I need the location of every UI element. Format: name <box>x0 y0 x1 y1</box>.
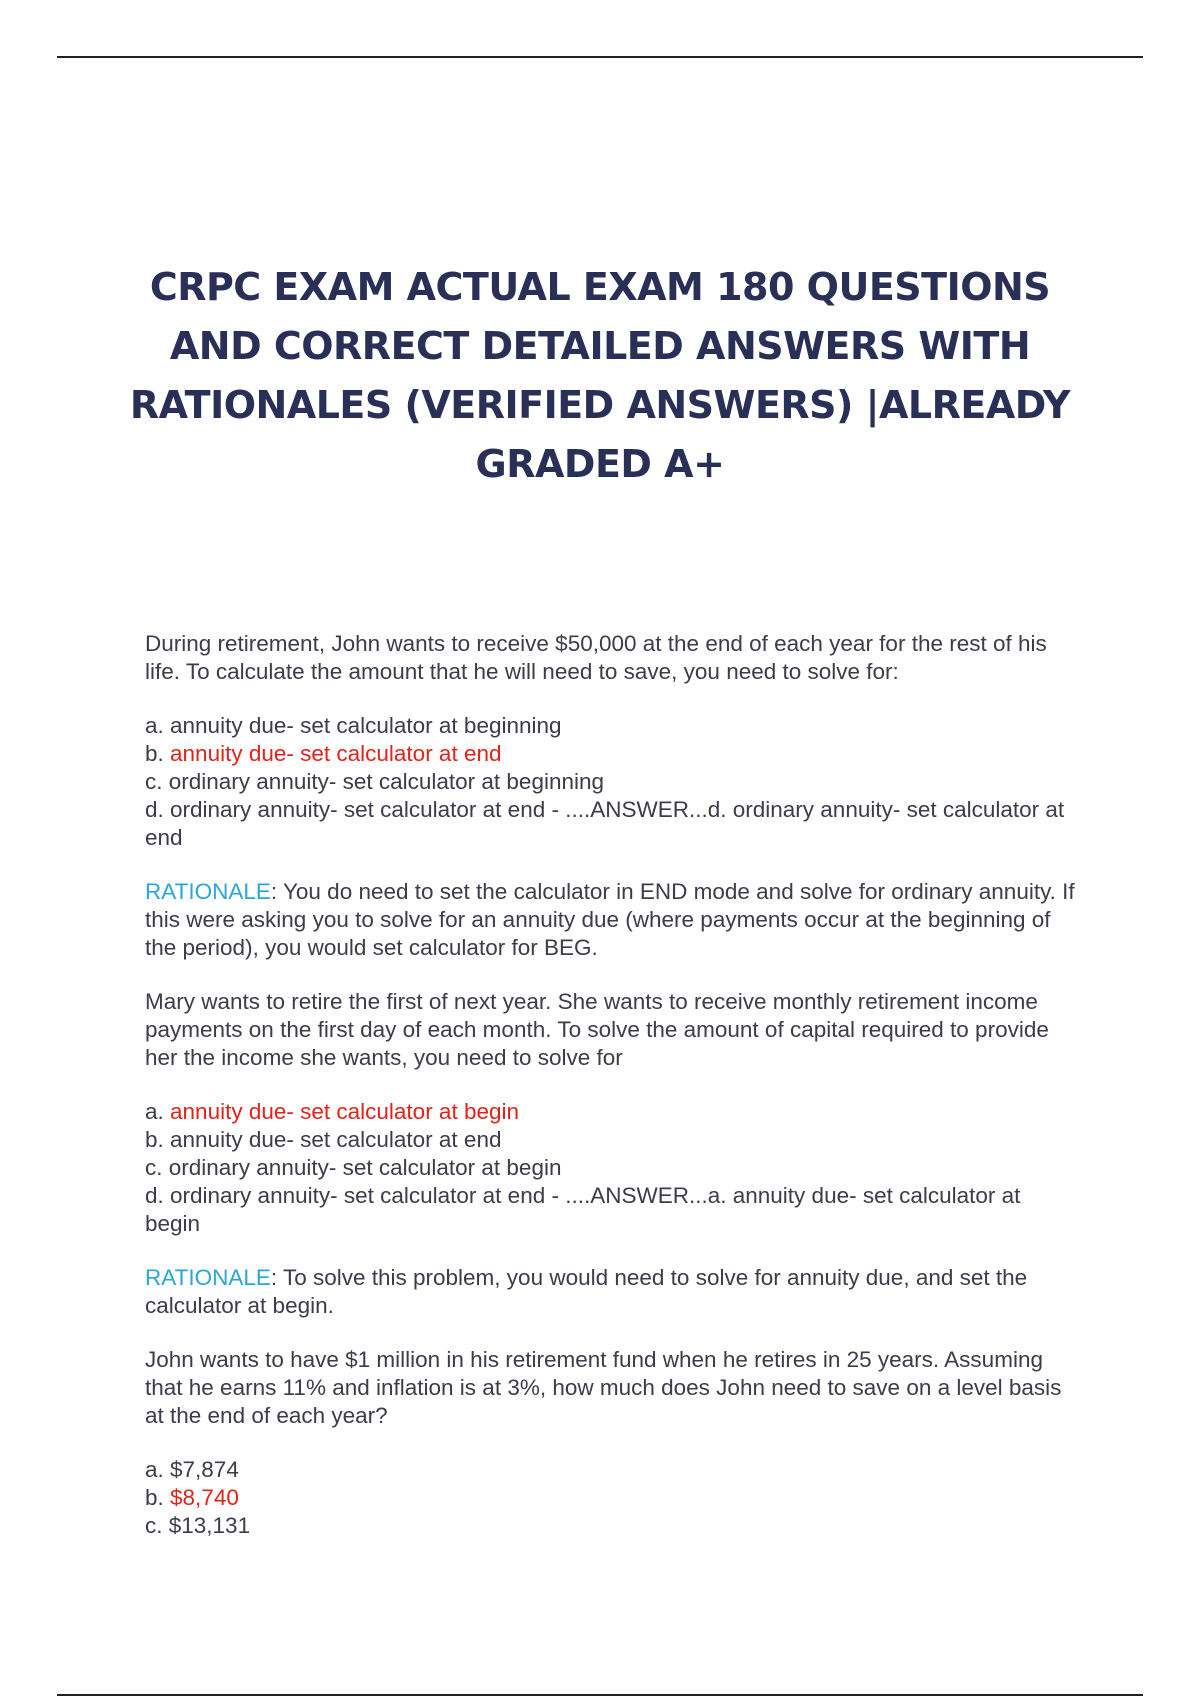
question-1-text: During retirement, John wants to receive $50,000 at the end of each year for the rest of his life. To calculate the amount that he will need to save, you need to solve for: <box>145 631 1047 684</box>
q2-option-c: c. ordinary annuity- set calculator at begin <box>145 1155 562 1180</box>
bottom-rule <box>57 1694 1143 1696</box>
document-body <box>145 630 1075 1566</box>
q1-rationale-label: RATIONALE <box>145 879 271 904</box>
q2-option-a <box>145 1098 1075 1126</box>
question-1 <box>145 630 1075 962</box>
q1-rationale-text: : You do need to set the calculator in END mode and solve for ordinary annuity. If this were asking you to solve for an annuity due (where payments occur at the beginning of the period), you would set calculator for BEG. <box>145 879 1075 960</box>
q1-option-a: a. annuity due- set calculator at beginning <box>145 713 562 738</box>
q2-option-a-text: annuity due- set calculator at begin <box>170 1099 520 1124</box>
q3-option-c: c. $13,131 <box>145 1513 251 1538</box>
question-2 <box>145 988 1075 1320</box>
q2-rationale-label: RATIONALE <box>145 1265 271 1290</box>
q1-option-c: c. ordinary annuity- set calculator at beginning <box>145 769 605 794</box>
q1-option-b-prefix: b. <box>145 741 171 766</box>
document-title: CRPC EXAM ACTUAL EXAM 180 QUESTIONS AND CORRECT DETAILED ANSWERS WITH RATIONALES (VERIFIED ANSWERS) |ALREADY GRADED A+ <box>129 265 1071 486</box>
q2-option-b: b. annuity due- set calculator at end <box>145 1127 502 1152</box>
top-rule <box>57 56 1143 58</box>
question-2-text: Mary wants to retire the first of next year. She wants to receive monthly retirement income payments on the first day of each month. To solve the amount of capital required to provide her the income she wants, you need to solve for <box>145 989 1049 1070</box>
question-3 <box>145 1346 1075 1540</box>
q1-option-b <box>145 740 1075 768</box>
question-3-options <box>145 1456 1075 1540</box>
q1-option-b-text: annuity due- set calculator at end <box>170 741 502 766</box>
q1-option-d: d. ordinary annuity- set calculator at end - ....ANSWER...d. ordinary annuity- set calculator at end <box>145 797 1065 850</box>
q2-option-d: d. ordinary annuity- set calculator at end - ....ANSWER...a. annuity due- set calculator at begin <box>145 1183 1021 1236</box>
q2-rationale <box>145 1264 1075 1320</box>
question-2-options <box>145 1098 1075 1238</box>
q3-option-b <box>145 1484 1075 1512</box>
q3-option-b-text: $8,740 <box>170 1485 239 1510</box>
q3-option-b-prefix: b. <box>145 1485 171 1510</box>
q2-option-a-prefix: a. <box>145 1099 171 1124</box>
question-1-options <box>145 712 1075 852</box>
q3-option-a: a. $7,874 <box>145 1457 239 1482</box>
q2-rationale-text: : To solve this problem, you would need to solve for annuity due, and set the calculator at begin. <box>145 1265 1028 1318</box>
q1-rationale <box>145 878 1075 962</box>
question-3-text: John wants to have $1 million in his retirement fund when he retires in 25 years. Assuming that he earns 11% and inflation is at 3%, how much does John need to save on a level basis at the end of each year? <box>145 1347 1062 1428</box>
